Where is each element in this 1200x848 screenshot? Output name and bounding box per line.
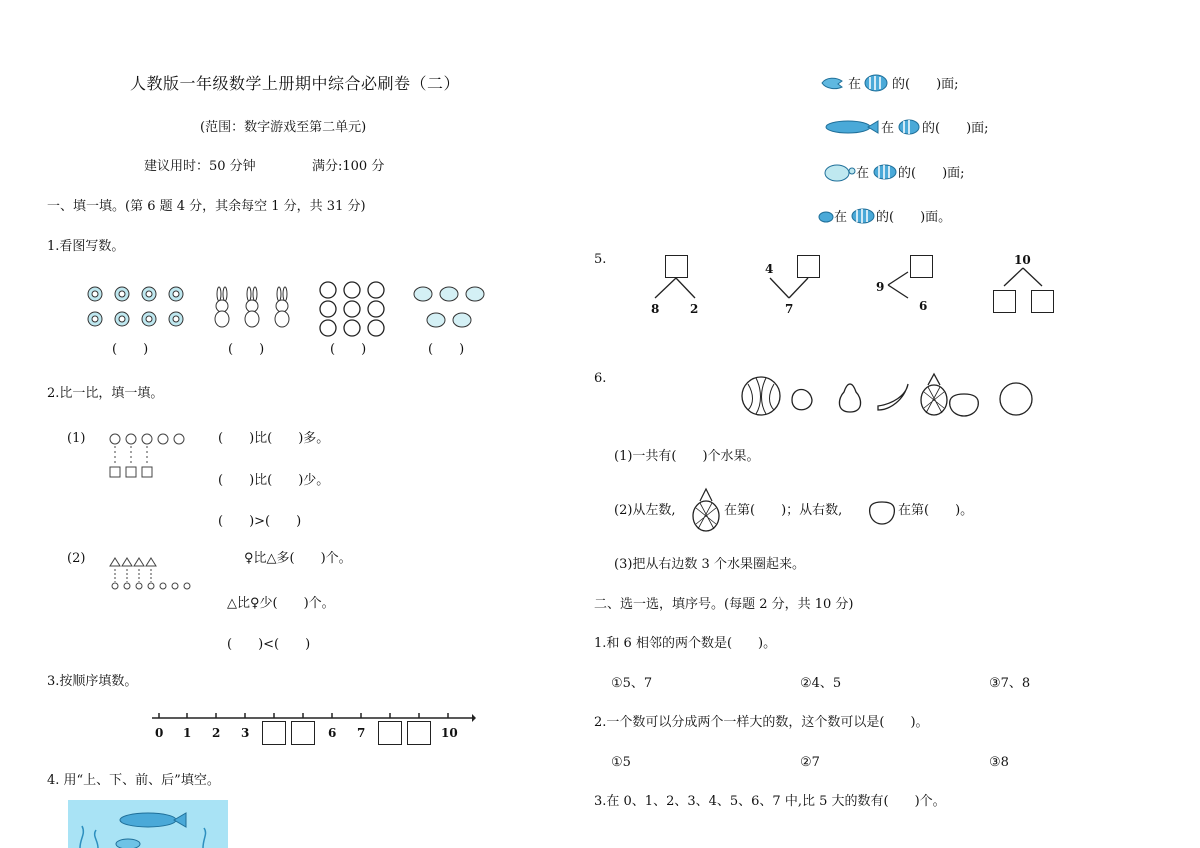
frogs-icon xyxy=(412,282,490,334)
q2-p2-line3[interactable]: ( )<( ) xyxy=(227,637,311,652)
tick-0: 0 xyxy=(155,726,164,740)
q2-p2-line1[interactable]: ♀比△多( )个。 xyxy=(244,551,352,566)
s2-q2-option-2[interactable]: ②7 xyxy=(800,755,820,770)
section1-heading: 一、填一填。(第 6 题 4 分，其余每空 1 分，共 31 分) xyxy=(47,199,366,214)
q1-blank-2[interactable]: ( ) xyxy=(228,342,265,357)
pineapple-icon-inline xyxy=(690,488,722,532)
tick-10: 10 xyxy=(441,726,458,740)
fish-icon-3 xyxy=(873,163,897,181)
q4-line2-blank[interactable]: 的( )面; xyxy=(922,121,989,136)
q6-part-a[interactable]: (1)一共有( )个水果。 xyxy=(614,449,760,464)
answer-box-5[interactable] xyxy=(291,721,315,745)
pear-icon xyxy=(839,384,860,412)
fish-icon xyxy=(864,73,890,93)
watermelon-icon xyxy=(742,377,780,415)
q1-blank-1[interactable]: ( ) xyxy=(112,342,149,357)
q4-line3-blank[interactable]: 的( )面; xyxy=(898,166,965,181)
q4-line4-at: 在 xyxy=(834,210,848,225)
s2-q2-option-3[interactable]: ③8 xyxy=(989,755,1009,770)
q4-label: 4. 用“上、下、前、后”填空。 xyxy=(47,773,220,788)
q6-part-b-end[interactable]: 在第( )。 xyxy=(898,503,974,518)
tick-7: 7 xyxy=(357,726,366,740)
tree2-bottom: 7 xyxy=(785,302,794,316)
rabbits-icon xyxy=(208,286,298,330)
q6-part-c: (3)把从右边数 3 个水果圈起来。 xyxy=(614,557,805,572)
s2-q1-option-3[interactable]: ③7、8 xyxy=(989,676,1031,691)
tree2-left: 4 xyxy=(765,262,774,276)
q6-part-b-start: (2)从左数, xyxy=(614,503,676,518)
circles-squares-icon xyxy=(106,432,186,480)
q4-line1-blank[interactable]: 的( )面; xyxy=(892,77,959,92)
q4-line4-blank[interactable]: 的( )面。 xyxy=(876,210,952,225)
tree1-branches xyxy=(650,278,700,300)
tree3-left: 9 xyxy=(876,280,885,294)
q2-label: 2.比一比，填一填。 xyxy=(47,386,164,401)
q1-label: 1.看图写数。 xyxy=(47,239,125,254)
q4-line3-at: 在 xyxy=(856,166,870,181)
q2-p1-line3[interactable]: ( )>( ) xyxy=(218,514,302,529)
answer-box-9[interactable] xyxy=(407,721,431,745)
shrimp-icon xyxy=(820,75,846,91)
q2-p2-line2[interactable]: △比♀少( )个。 xyxy=(227,596,335,611)
fruit-row xyxy=(740,374,1036,418)
strawberry-icon-inline xyxy=(868,496,896,526)
fish-icon-4 xyxy=(851,207,875,225)
tree4-branches xyxy=(1000,268,1046,288)
scope-text: (范围：数字游戏至第二单元) xyxy=(200,120,367,135)
tree2-branches xyxy=(766,278,812,300)
ocean-scene-image xyxy=(68,800,228,848)
tree2-right-box[interactable] xyxy=(797,255,820,278)
fish-icon-2 xyxy=(898,118,920,136)
q6-part-b-mid[interactable]: 在第( )；从右数, xyxy=(724,503,843,518)
tick-6: 6 xyxy=(328,726,337,740)
dolphin-icon xyxy=(822,116,880,138)
peach-icon xyxy=(792,390,812,410)
s2-q2-text[interactable]: 2.一个数可以分成两个一样大的数，这个数可以是( )。 xyxy=(594,715,929,730)
tick-2: 2 xyxy=(212,726,221,740)
strawberry-icon xyxy=(950,394,979,416)
tree4-top: 10 xyxy=(1014,253,1031,267)
q6-label: 6. xyxy=(594,371,607,386)
s2-q3-text[interactable]: 3.在 0、1、2、3、4、5、6、7 中,比 5 大的数有( )个。 xyxy=(594,794,946,809)
flowers-icon xyxy=(85,284,190,334)
q4-line2-at: 在 xyxy=(881,121,895,136)
q1-blank-4[interactable]: ( ) xyxy=(428,342,465,357)
tree4-right-box[interactable] xyxy=(1031,290,1054,313)
page-title: 人教版一年级数学上册期中综合必刷卷（二） xyxy=(130,74,461,93)
orange-icon xyxy=(1000,383,1032,415)
banana-icon xyxy=(878,384,908,410)
q1-blank-3[interactable]: ( ) xyxy=(330,342,367,357)
score-text: 满分:100 分 xyxy=(312,159,385,174)
time-text: 建议用时：50 分钟 xyxy=(144,159,256,174)
q2-part2-number: (2) xyxy=(67,551,86,566)
s2-q2-option-1[interactable]: ①5 xyxy=(611,755,631,770)
tree1-left: 8 xyxy=(651,302,660,316)
q3-label: 3.按顺序填数。 xyxy=(47,674,138,689)
q5-label: 5. xyxy=(594,252,607,267)
tree3-branches xyxy=(886,270,912,300)
section2-heading: 二、选一选，填序号。(每题 2 分，共 10 分) xyxy=(594,597,854,612)
s2-q1-text[interactable]: 1.和 6 相邻的两个数是( )。 xyxy=(594,636,777,651)
q2-part1-number: (1) xyxy=(67,431,86,446)
turtle-icon xyxy=(818,160,856,186)
tree3-bottom: 6 xyxy=(919,299,928,313)
triangles-females-icon xyxy=(110,558,190,596)
q2-p1-line1[interactable]: ( )比( )多。 xyxy=(218,431,330,446)
q4-line1-at: 在 xyxy=(848,77,862,92)
answer-box-4[interactable] xyxy=(262,721,286,745)
tree4-left-box[interactable] xyxy=(993,290,1016,313)
tick-1: 1 xyxy=(183,726,192,740)
tree1-top-box[interactable] xyxy=(665,255,688,278)
answer-box-8[interactable] xyxy=(378,721,402,745)
tree3-top-box[interactable] xyxy=(910,255,933,278)
tree1-right: 2 xyxy=(690,302,699,316)
small-fish-icon xyxy=(818,210,834,224)
tomatoes-icon xyxy=(318,280,390,338)
tick-3: 3 xyxy=(241,726,250,740)
q2-p1-line2[interactable]: ( )比( )少。 xyxy=(218,473,330,488)
s2-q1-option-1[interactable]: ①5、7 xyxy=(611,676,653,691)
s2-q1-option-2[interactable]: ②4、5 xyxy=(800,676,842,691)
